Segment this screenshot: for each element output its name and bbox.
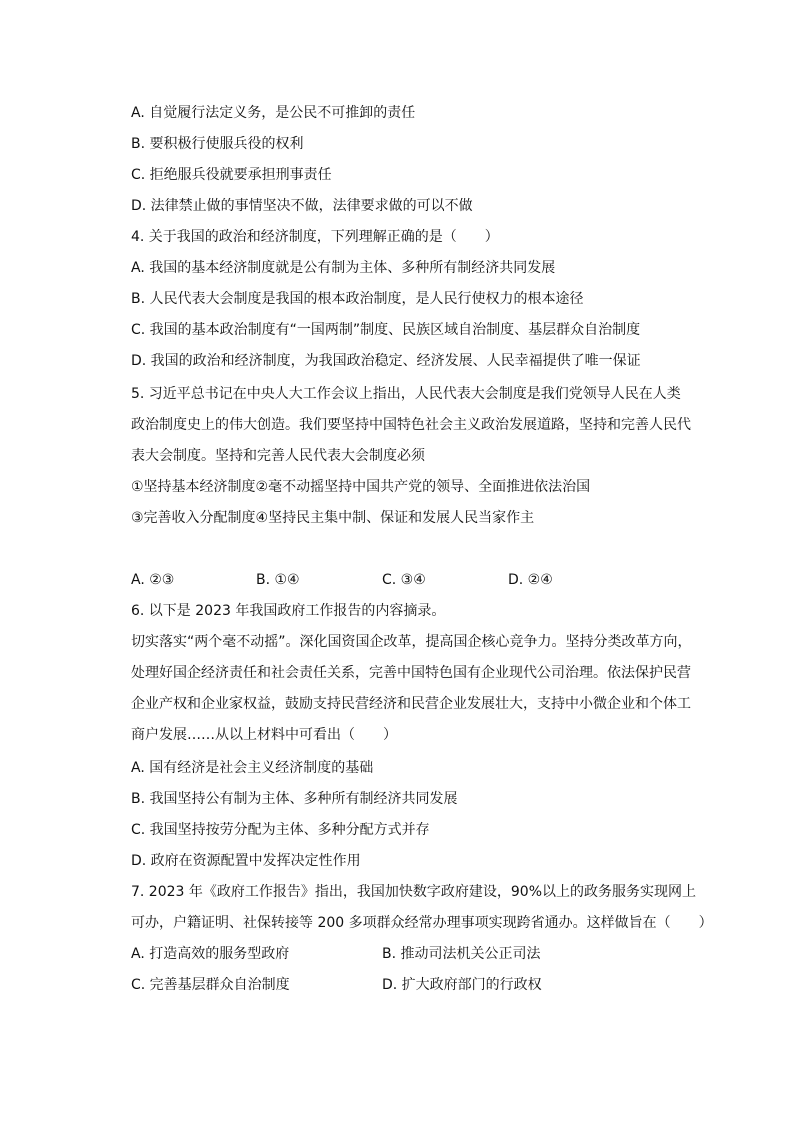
q5-items-line-2: ③完善收入分配制度④坚持民主集中制、保证和发展人民当家作主 <box>131 510 535 526</box>
q7-stem-line-2: 可办，户籍证明、社保转接等 200 多项群众经常办理事项实现跨省通办。这样做旨在（ ） <box>131 915 713 931</box>
q5-option-a: A. ②③ <box>131 572 175 588</box>
q5-options-row <box>131 570 651 590</box>
q7-options-row-1 <box>131 944 651 964</box>
q6-material-line-3: 企业产权和企业家权益，鼓励支持民营经济和民营企业发展壮大，支持中小微企业和个体工 <box>131 696 691 712</box>
q6-option-b: B. 我国坚持公有制为主体、多种所有制经济共同发展 <box>131 791 458 807</box>
q4-stem: 4. 关于我国的政治和经济制度，下列理解正确的是（ ） <box>131 229 499 245</box>
q6-stem: 6. 以下是 2023 年我国政府工作报告的内容摘录。 <box>131 603 446 619</box>
q7-option-c: C. 完善基层群众自治制度 <box>131 977 290 993</box>
q5-option-b: B. ①④ <box>256 572 300 588</box>
q4-option-c: C. 我国的基本政治制度有“一国两制”制度、民族区域自治制度、基层群众自治制度 <box>131 322 641 338</box>
q3-option-b: B. 要积极行使服兵役的权利 <box>131 136 304 152</box>
q7-option-d: D. 扩大政府部门的行政权 <box>382 977 542 993</box>
q7-stem-line-1: 7. 2023 年《政府工作报告》指出，我国加快数字政府建设，90%以上的政务服务实现网上 <box>131 884 697 900</box>
q7-option-b: B. 推动司法机关公正司法 <box>382 946 541 962</box>
q3-option-a: A. 自觉履行法定义务，是公民不可推卸的责任 <box>131 105 416 121</box>
q6-material-line-4: 商户发展……从以上材料中可看出（ ） <box>131 727 397 743</box>
q4-option-a: A. 我国的基本经济制度就是公有制为主体、多种所有制经济共同发展 <box>131 260 556 276</box>
q7-option-a: A. 打造高效的服务型政府 <box>131 946 290 962</box>
q4-option-b: B. 人民代表大会制度是我国的根本政治制度，是人民行使权力的根本途径 <box>131 291 584 307</box>
q5-items-line-1: ①坚持基本经济制度②毫不动摇坚持中国共产党的领导、全面推进依法治国 <box>131 479 591 495</box>
q5-stem-line-3: 表大会制度。坚持和完善人民代表大会制度必须 <box>131 448 425 464</box>
q5-option-c: C. ③④ <box>382 572 426 588</box>
q3-option-d: D. 法律禁止做的事情坚决不做，法律要求做的可以不做 <box>131 198 473 214</box>
q5-stem-line-2: 政治制度史上的伟大创造。我们要坚持中国特色社会主义政治发展道路，坚持和完善人民代 <box>131 417 691 433</box>
q6-option-a: A. 国有经济是社会主义经济制度的基础 <box>131 760 374 776</box>
q5-option-d: D. ②④ <box>508 572 553 588</box>
q6-material-line-2: 处理好国企经济责任和社会责任关系，完善中国特色国有企业现代公司治理。依法保护民营 <box>131 665 691 681</box>
q7-options-row-2 <box>131 975 651 995</box>
q6-option-c: C. 我国坚持按劳分配为主体、多种分配方式并存 <box>131 822 430 838</box>
q4-option-d: D. 我国的政治和经济制度，为我国政治稳定、经济发展、人民幸福提供了唯一保证 <box>131 353 641 369</box>
q3-option-c: C. 拒绝服兵役就要承担刑事责任 <box>131 167 332 183</box>
q5-stem-line-1: 5. 习近平总书记在中央人大工作会议上指出，人民代表大会制度是我们党领导人民在人类 <box>131 386 681 402</box>
q6-option-d: D. 政府在资源配置中发挥决定性作用 <box>131 853 361 869</box>
q6-material-line-1: 切实落实“两个毫不动摇”。深化国资国企改革，提高国企核心竞争力。坚持分类改革方向， <box>131 634 692 650</box>
